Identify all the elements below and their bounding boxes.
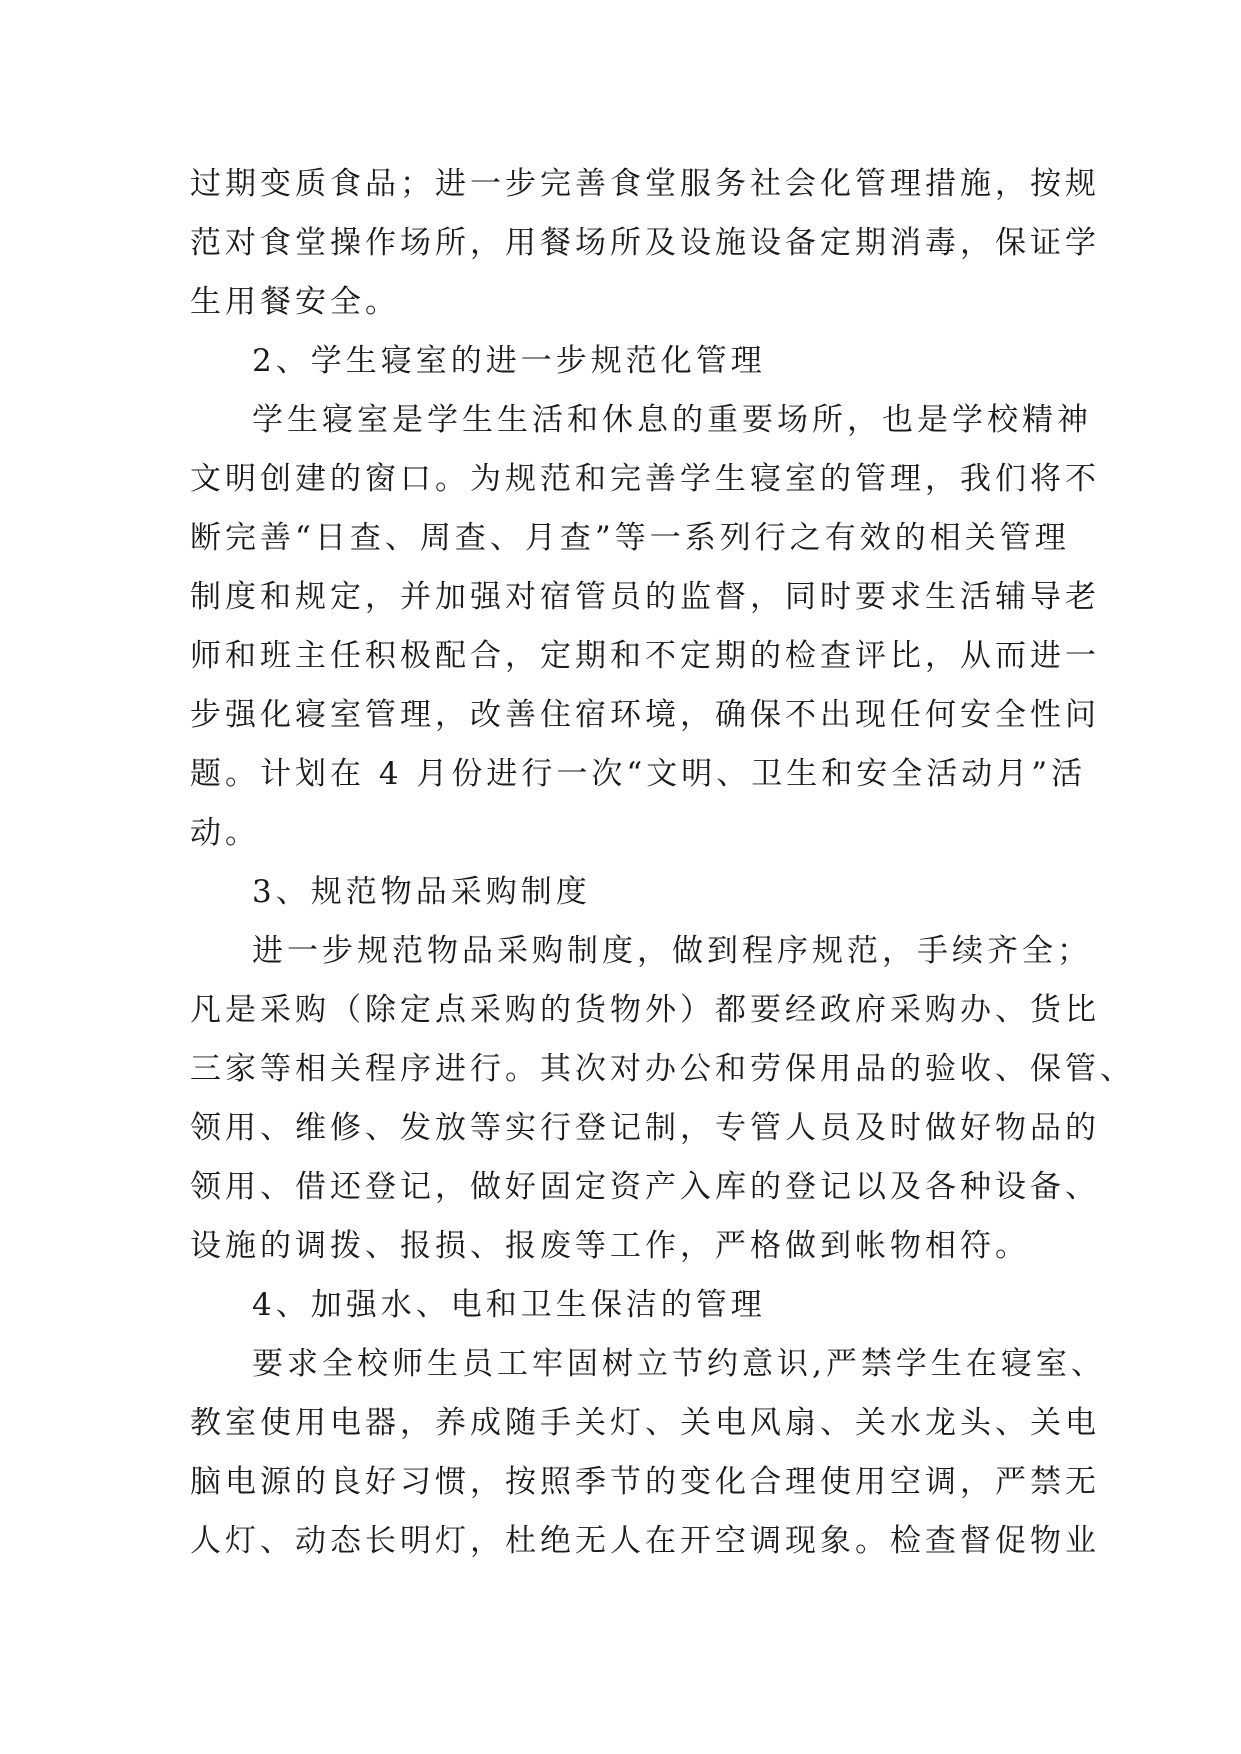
text-line: 人灯、动态长明灯，杜绝无人在开空调现象。检查督促物业 <box>190 1523 1100 1559</box>
document-body <box>190 155 1135 1571</box>
text-line: 领用、维修、发放等实行登记制，专管人员及时做好物品的 <box>190 1110 1100 1146</box>
text-line: 学生寝室是学生生活和休息的重要场所，也是学校精神 <box>252 402 1092 438</box>
text-line: 领用、借还登记，做好固定资产入库的登记以及各种设备、 <box>190 1169 1100 1205</box>
text-line: 断完善“日查、周查、月查”等一系列行之有效的相关管理 <box>190 520 1070 556</box>
text-line: 步强化寝室管理，改善住宿环境，确保不出现任何安全性问 <box>190 697 1100 733</box>
text-line: 进一步规范物品采购制度，做到程序规范，手续齐全； <box>252 933 1092 969</box>
text-line: 三家等相关程序进行。其次对办公和劳保用品的验收、保管、 <box>190 1051 1135 1087</box>
text-line: 范对食堂操作场所，用餐场所及设施设备定期消毒，保证学 <box>190 225 1100 261</box>
text-line: 设施的调拨、报损、报废等工作，严格做到帐物相符。 <box>190 1228 1030 1264</box>
text-line: 凡是采购（除定点采购的货物外）都要经政府采购办、货比 <box>190 992 1100 1028</box>
text-line: 文明创建的窗口。为规范和完善学生寝室的管理，我们将不 <box>190 461 1100 497</box>
text-line: 要求全校师生员工牢固树立节约意识,严禁学生在寝室、 <box>252 1346 1106 1382</box>
text-line: 生用餐安全。 <box>190 284 400 320</box>
text-line: 教室使用电器，养成随手关灯、关电风扇、关水龙头、关电 <box>190 1405 1100 1441</box>
text-line: 过期变质食品；进一步完善食堂服务社会化管理措施，按规 <box>190 166 1100 202</box>
text-line: 动。 <box>190 815 260 851</box>
text-line: 题。计划在 4 月份进行一次“文明、卫生和安全活动月”活 <box>190 756 1087 792</box>
text-line: 4、加强水、电和卫生保洁的管理 <box>252 1287 766 1323</box>
text-line: 师和班主任积极配合，定期和不定期的检查评比，从而进一 <box>190 638 1100 674</box>
text-line: 脑电源的良好习惯，按照季节的变化合理使用空调，严禁无 <box>190 1464 1100 1500</box>
text-line: 制度和规定，并加强对宿管员的监督，同时要求生活辅导老 <box>190 579 1100 615</box>
text-line: 2、学生寝室的进一步规范化管理 <box>252 343 766 379</box>
text-line: 3、规范物品采购制度 <box>252 874 591 910</box>
